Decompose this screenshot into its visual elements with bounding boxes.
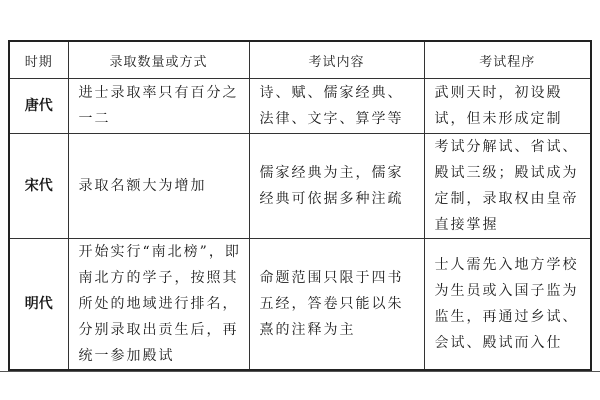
quota-cell: 录取名额大为增加: [68, 134, 249, 239]
procedure-cell: 考试分解试、省试、殿试三级；殿试成为定制，录取权由皇帝直接掌握: [424, 134, 591, 239]
procedure-cell: 武则天时，初设殿试，但未形成定制: [424, 79, 591, 134]
header-period: 时期: [9, 41, 68, 79]
exam-system-table-container: [8, 40, 590, 364]
quota-cell: 开始实行“南北榜”，即南北方的学子，按照其所处的地域进行排名，分别录取出贡生后，再统一参加殿试: [68, 239, 249, 371]
exam-system-table: [8, 40, 592, 371]
table-header-row: [9, 41, 591, 79]
period-cell: 唐代: [9, 79, 68, 134]
header-procedure: 考试程序: [424, 41, 591, 79]
table-row-song: [9, 134, 591, 239]
header-quota: 录取数量或方式: [68, 41, 249, 79]
content-cell: 命题范围只限于四书五经，答卷只能以朱熹的注释为主: [249, 239, 424, 371]
content-cell: 儒家经典为主，儒家经典可依据多种注疏: [249, 134, 424, 239]
period-cell: 宋代: [9, 134, 68, 239]
bottom-divider: [0, 371, 600, 372]
quota-cell: 进士录取率只有百分之一二: [68, 79, 249, 134]
period-cell: 明代: [9, 239, 68, 371]
table-row-ming: [9, 239, 591, 371]
procedure-cell: 士人需先入地方学校为生员或入国子监为监生，再通过乡试、会试、殿试而入仕: [424, 239, 591, 371]
header-content: 考试内容: [249, 41, 424, 79]
content-cell: 诗、赋、儒家经典、法律、文字、算学等: [249, 79, 424, 134]
table-row-tang: [9, 79, 591, 134]
